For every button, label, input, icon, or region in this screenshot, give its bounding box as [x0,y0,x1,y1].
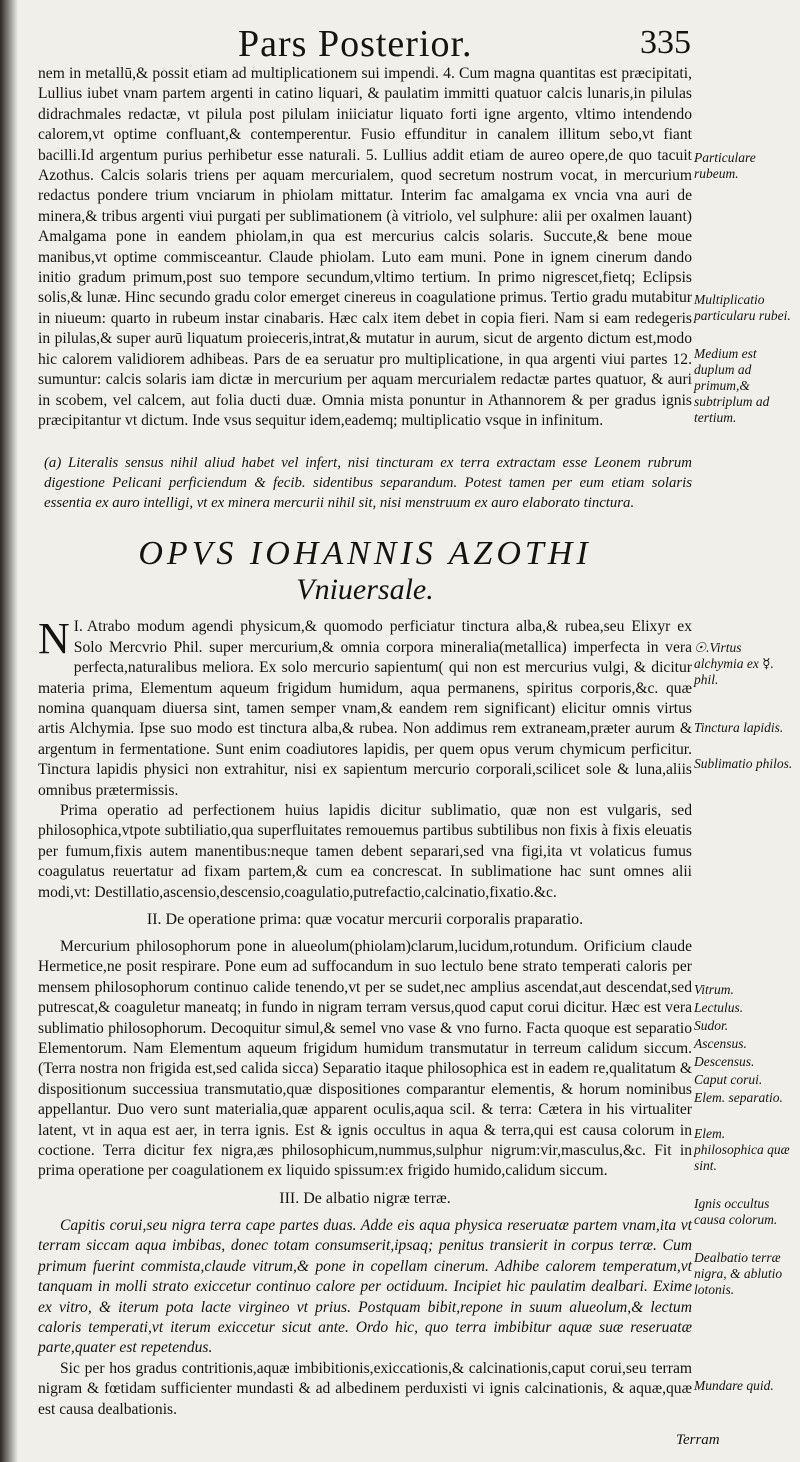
margin-notes [694,0,794,1462]
paragraph-continuation: nem in metallū,& possit etiam ad multiplicationem sui impendi. 4. Cum magna quantitas est præcipitati, Lullius iubet vnam partem argenti in catino liquari, & paulatim immitti quatuor calcis lunaris,in pilulas didrachmales redactæ, vt pilula post pilulam iniiciatur liquato forti igne argento, vltimo intendendo calorem,vt optime confluant,& contemperentur. Fusio effunditur in canalem illitum sebo,vt fiant bacilli.Id argentum purius perhibetur esse naturali. 5. Lullius addit etiam de aureo opere,de quo tacuit Azothus. Calcis solaris triens per aquam mercurialem, quod secretum nostrum vocat, in mercurium redactus pondere trium vnciarum in phiolam mittatur. Interim fac amalgama ex vncia vna auri de minera,& tribus argenti viui purgati per sublimationem (à vitriolo, vel sulphure: alii per oxalmen lauant) Amalgama pone in eandem phiolam,in qua est mercurius calcis solaris. Succute,& bene moue manibus,vt optime commisceantur. Claude phiolam. Luto eam muni. Pone in ignem cinerum dando initio gradum primum,post suo tempore secundum,vltimo tertium. In primo nigrescet,fietq; Eclipsis solis,& lunæ. Hinc secundo gradu color emerget cinereus in coagulatione primus. Tertio gradu mutabitur in niueum: quarto in rubeum instar cinabaris. Hæc calx item debet in copia fieri. Nam si eam redegeris in pilulas,& super aurū liquatum proieceris,intrat,& mutatur in aurum, sicut de argento dictum est,modo hic calorem validiorem adhibeas. Pars de ea seruatur pro multiplicatione, in qua argenti viui partes 12. sumuntur: calcis solaris iam dictæ in mercurium per aquam mercurialem redactæ partes quatuor, & auri in scobem, vel calcem, aut folia ducti duæ. Omnia mista ponuntur in Athannorem & per gradus ignis præcipitantur vt dictum. Inde vsus sequitur idem,eademq; multiplicatio vsque in infinitum. [38,65,692,429]
footnote: (a) Literalis sensus nihil aliud habet vel infert, nisi tincturam ex terra extractam esse Leonem rubrum digestione Pelicani perficiendum & fecib. sidentibus separandum. Potest tamen per eum etiam solaris essentia ex auro intelligi, vt ex minera mercurii nihil sit, nisi menstruum ex auro elaborato tinctura. [44,455,692,512]
drop-cap: N [38,614,70,664]
margin-note: ☉.Virtus alchymia ex ☿. phil. [694,640,774,687]
chapter-three-heading: III. De albatio nigræ terræ. [279,1189,451,1207]
margin-note: Elem. separatio. [694,1090,783,1105]
catchword: Terram [676,1432,720,1448]
chapter-one-paragraph-2: Prima operatio ad perfectionem huius lapidis dicitur sublimatio, quæ non est vulgaris, sed philosophica,vtpote subtiliatio,qua superfluitates remouemus partibus subtilibus non fixis à fixis eleuatis per fumum,fixis autem manentibus:neque tamen debent separari,sed vna figi,ita vt volaticus fumus coagulatus reuertatur ad fixam partem,& cum ea concrescat. In sublimatione hac sunt omnes alii modi,vt: Destillatio,ascensio,descensio,coagulatio,putrefactio,calcinatio,fixatio.&c. [38,801,692,901]
main-text-column [38,64,692,1420]
margin-note: Descensus. [694,1054,755,1069]
margin-note: Ascensus. [694,1036,747,1051]
page-number: 335 [640,24,691,61]
chapter-three-paragraph: Capitis corui,seu nigra terra cape partes duas. Adde eis aqua physica reseruatæ partem vnam,ita vt terram siccam aqua imbibas, donec totam consumserit,ipsaq; penitus transierit in corpus terræ. Cum primum fuerint commista,claude vitrum,& pone in copellam cinerum. Adhibe calorem temperatum,vt tanquam in molli strato exiccetur continuo calore per octiduum. Incipiet hic paulatim dealbari. Exime ex vitro, & iterum pota lacte virgineo vt prius. Postquam bibit,repone in suum alueolum,& lectum caloris temperati,vt iterum exiccetur sicut ante. Ordo hic, quo terra imbibitur aquæ suæ reseruatæ parte,quater est repetendus. [38,1216,692,1357]
running-head: Pars Posterior. [238,23,473,65]
chapter-one-text: Atrabo modum agendi physicum,& quomodo perficiatur tinctura alba,& rubea,seu Elixyr ex Solo Mercvrio Phil. super mercurium,& omnia corpora mineralia(metallica) imperfecta in vera perfecta,naturalibus meliora. Ex solo mercurio sapientum( qui non est mercurius vulgi, & dicitur materia prima, Elementum aqueum frigidum humidum, aqua permanens, spiritus corporis,&c. quæ nomina quanquam diuersa sint, tamen semper vnam,& eandem rem significant) elicitur omnis virtus artis Alchymia. Ipse suo modo est tinctura alba,& rubea. Non addimus rem extraneam,præter aurum & argentum in fermentatione. Sunt enim coadiutores lapidis, per quem opus verum chymicum perficitur. Tinctura lapidis physici non extrahitur, nisi ex sapientum mercurio corporali,scilicet sole & luna,aliis omnibus prætermissis. [38,618,692,799]
margin-note: Medium est duplum ad primum,& subtriplum ad tertium. [694,346,770,425]
page-gutter-shadow [0,0,18,1462]
chapter-two-heading: II. De operatione prima: quæ vocatur mercurii corporalis praparatio. [146,911,584,928]
chapter-one-paragraph [38,614,692,801]
margin-note: Sudor. [694,1018,729,1033]
margin-note: Lectulus. [694,1000,744,1015]
margin-note: Tinctura lapidis. [694,720,784,735]
margin-note: Multiplicatio particularu rubei. [694,292,791,323]
margin-note: Caput corui. [694,1072,763,1087]
margin-note: Mundare quid. [694,1378,774,1393]
margin-note: Vitrum. [694,982,734,997]
section-subtitle: Vniuersale. [296,573,434,607]
chapter-two-paragraph: Mercurium philosophorum pone in alueolum(phiolam)clarum,lucidum,rotundum. Orificium claude Hermetice,ne posit respirare. Pone eum ad suffocandum in suo lectulo bene strato temperati caloris per mensem philosophorum continuo calide tenendo,vt per se sudet,nec amplius ascendat,aut descendat,sed putrescat,& coaguletur maneatq; in fundo in nigram terram versus,quod caput corui dicitur. Hæc est vera sublimatio philosophorum. Decoquitur simul,& semel vno vase & vno furno. Facta quoque est separatio Elementorum. Nam Elementum aqueum frigidum humidum transmutatur in terreum calidum siccum. (Terra nostra non frigida est,sed calida sicca) Separatio itaque philosophica est in eadem re,qualitatum & dispositionum successiua transmutatio,quæ dispositiones comparantur elementis, & horum nominibus appellantur. Duo vero sunt materialia,quæ apparent oculis,aqua scil. & terra: Cætera in his virtualiter latent, vt in aqua est aer, in terra ignis. Est & ignis occultus in aqua & terra,qui est causa colorum in coctione. Terra dicitur fex nigra,æs philosophicum,nummus,sulphur nigrum:vir,masculus,&c. Fit in prima operatione per coagulationem ex liquido spissum:ex frigido humido,calidum siccum. [38,938,692,1180]
section-title: OPVS IOHANNIS AZOTHI [138,535,592,573]
margin-note: Sublimatio philos. [694,756,793,771]
chapter-three-paragraph-2: Sic per hos gradus contritionis,aquæ imbibitionis,exiccationis,& calcinationis,caput corui,seu terram nigram & fœtidam sufficienter mundasti & ad albedinem perduxisti vi ignis calcinationis, & aquæ,quæ est causa dealbationis. [38,1359,692,1418]
margin-note: Elem. philosophica quæ sint. [694,1126,790,1173]
chapter-number: I. [73,618,83,636]
margin-note: Dealbatio terræ nigra, & ablutio lotonis. [694,1250,783,1297]
page-header [0,10,800,70]
margin-note: Ignis occultus causa colorum. [694,1196,778,1227]
margin-note: Particulare rubeum. [694,150,756,181]
